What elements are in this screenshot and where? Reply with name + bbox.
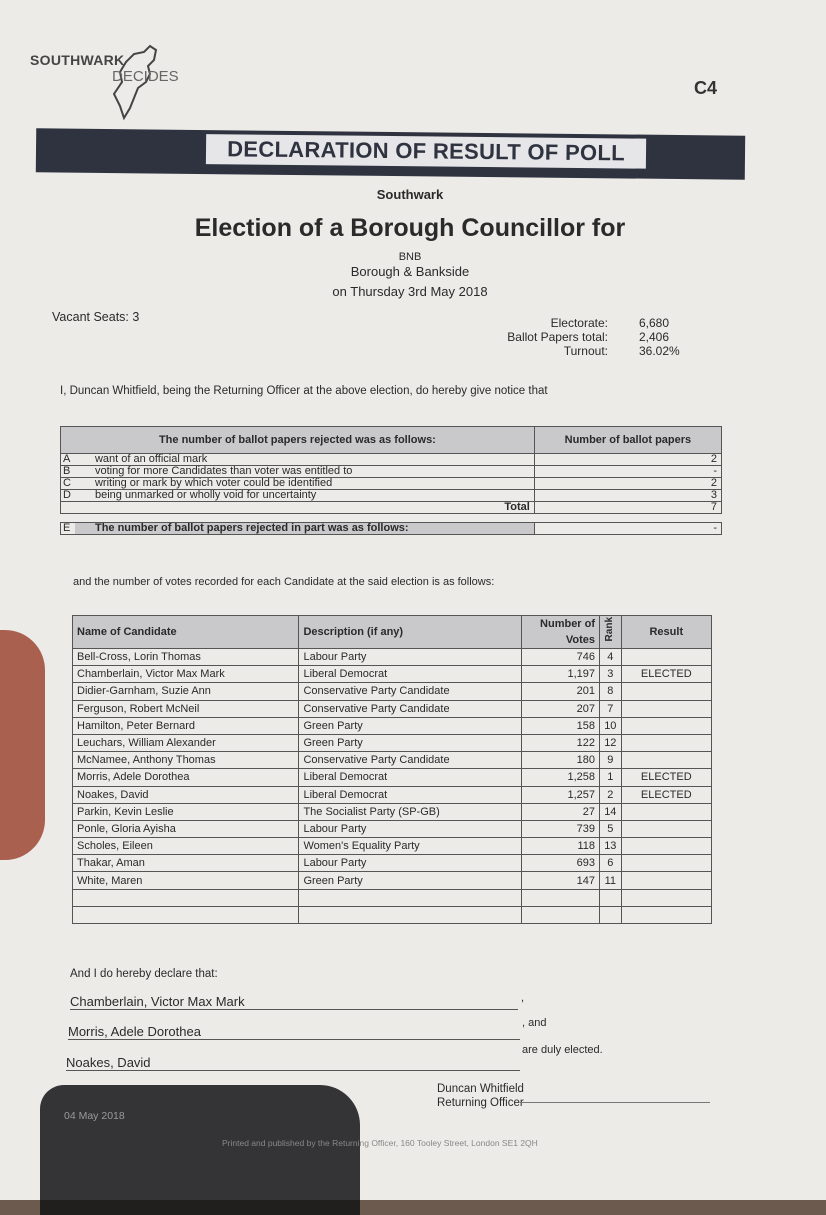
candidate-rank: 14 [600, 803, 622, 820]
table-row [73, 786, 712, 803]
vacant-seats: Vacant Seats: 3 [52, 310, 140, 324]
candidate-name: Scholes, Eileen [73, 838, 299, 855]
stat-row [496, 316, 729, 330]
ward-code: BNB [398, 251, 422, 263]
rejected-total-label: Total [61, 502, 535, 514]
candidate-description: Green Party [299, 717, 521, 734]
candidate-result [621, 717, 711, 734]
banner-title: DECLARATION OF RESULT OF POLL [206, 134, 646, 169]
candidate-name: Parkin, Kevin Leslie [73, 803, 299, 820]
candidate-description: Labour Party [299, 820, 521, 837]
title-banner [36, 128, 745, 179]
stat-row [496, 330, 729, 344]
candidate-result [621, 872, 711, 889]
candidate-description: Conservative Party Candidate [299, 683, 521, 700]
candidate-rank: 13 [600, 838, 622, 855]
election-date: on Thursday 3rd May 2018 [332, 284, 488, 299]
stat-label: Electorate: [550, 316, 608, 330]
candidate-name: Ponle, Gloria Ayisha [73, 820, 299, 837]
header-description: Description (if any) [299, 616, 521, 649]
empty-cell [521, 889, 599, 906]
table-row [61, 454, 722, 466]
signature-line [520, 1102, 710, 1103]
candidate-description: Conservative Party Candidate [299, 700, 521, 717]
rejected-header-row [61, 427, 722, 454]
header-result: Result [621, 616, 711, 649]
stat-value: 6,680 [639, 316, 670, 330]
ward-name: Borough & Bankside [350, 264, 470, 279]
rejected-reason: voting for more Candidates than voter was entitled to [75, 466, 534, 478]
table-row [73, 769, 712, 786]
header-rank: Rank [604, 617, 616, 642]
empty-cell [521, 906, 599, 923]
candidate-votes: 180 [521, 752, 599, 769]
candidate-votes: 207 [521, 700, 599, 717]
empty-row [73, 906, 712, 923]
empty-cell [621, 889, 711, 906]
officer-title: Returning Officer [437, 1097, 524, 1109]
candidate-description: Labour Party [299, 649, 521, 666]
empty-cell [600, 906, 622, 923]
rejected-letter: A [61, 454, 75, 466]
table-row [73, 734, 712, 751]
table-row [61, 478, 722, 490]
rejected-count: 3 [534, 490, 721, 502]
stat-label: Ballot Papers total: [507, 330, 608, 344]
table-row [73, 717, 712, 734]
candidate-description: Conservative Party Candidate [299, 752, 521, 769]
stat-label: Turnout: [563, 344, 608, 358]
candidate-name: McNamee, Anthony Thomas [73, 752, 299, 769]
empty-cell [299, 906, 521, 923]
elected-name-line: Morris, Adele Dorothea [68, 1024, 520, 1040]
rejected-part-label: The number of ballot papers rejected in part was as follows: [75, 523, 534, 535]
header-votes: Number of Votes [521, 616, 599, 649]
authority-name: Southwark [376, 187, 444, 202]
table-row [73, 752, 712, 769]
candidate-result [621, 683, 711, 700]
candidate-name: Didier-Garnham, Suzie Ann [73, 683, 299, 700]
rejected-total-value: 7 [534, 502, 721, 514]
candidates-table [72, 615, 712, 924]
rejected-part-count: - [534, 523, 721, 535]
rejected-total-row [61, 502, 722, 514]
candidate-description: Labour Party [299, 855, 521, 872]
candidate-rank: 5 [600, 820, 622, 837]
stat-value: 36.02% [639, 344, 680, 358]
candidate-result [621, 752, 711, 769]
rejected-ballots-table [60, 426, 722, 535]
candidate-name: White, Maren [73, 872, 299, 889]
candidates-header-row [73, 616, 712, 649]
table-row [73, 872, 712, 889]
candidate-description: Green Party [299, 734, 521, 751]
table-row [73, 838, 712, 855]
header-rank-cell [600, 616, 622, 649]
rejected-reason: want of an official mark [75, 454, 534, 466]
phone-shadow-overlay [40, 1085, 360, 1215]
candidate-name: Bell-Cross, Lorin Thomas [73, 649, 299, 666]
elected-suffix: , [521, 992, 525, 1004]
table-row [73, 666, 712, 683]
candidate-name: Chamberlain, Victor Max Mark [73, 666, 299, 683]
declaration-intro: And I do hereby declare that: [70, 968, 218, 980]
candidate-votes: 1,258 [521, 769, 599, 786]
table-row [73, 803, 712, 820]
empty-row [73, 889, 712, 906]
candidate-votes: 118 [521, 838, 599, 855]
table-row [73, 700, 712, 717]
candidate-rank: 2 [600, 786, 622, 803]
rejected-count: 2 [534, 478, 721, 490]
officer-name: Duncan Whitfield [437, 1083, 524, 1095]
candidate-rank: 12 [600, 734, 622, 751]
candidate-rank: 9 [600, 752, 622, 769]
logo-text-southwark: SOUTHWARK [30, 52, 125, 68]
candidate-name: Hamilton, Peter Bernard [73, 717, 299, 734]
candidate-result [621, 734, 711, 751]
votes-intro: and the number of votes recorded for each Candidate at the said election is as follows: [73, 576, 495, 588]
empty-cell [73, 906, 299, 923]
returning-officer-signature [437, 1082, 524, 1110]
candidate-votes: 27 [521, 803, 599, 820]
returning-officer-notice: I, Duncan Whitfield, being the Returning Officer at the above election, do hereby give notice that [60, 385, 548, 397]
candidate-rank: 7 [600, 700, 622, 717]
candidate-result: ELECTED [621, 786, 711, 803]
table-row [61, 466, 722, 478]
candidate-rank: 3 [600, 666, 622, 683]
publisher-footer: Printed and published by the Returning Officer, 160 Tooley Street, London SE1 2QH [222, 1138, 538, 1148]
candidate-result [621, 803, 711, 820]
elected-name-line: Chamberlain, Victor Max Mark [70, 994, 518, 1010]
table-row [73, 820, 712, 837]
rejected-letter: B [61, 466, 75, 478]
rejected-count: 2 [534, 454, 721, 466]
elected-suffix: , and [522, 1017, 547, 1029]
rejected-header-count: Number of ballot papers [534, 427, 721, 454]
rejected-reason: writing or mark by which voter could be identified [75, 478, 534, 490]
candidate-result [621, 820, 711, 837]
candidate-votes: 746 [521, 649, 599, 666]
candidate-result: ELECTED [621, 769, 711, 786]
empty-cell [73, 889, 299, 906]
candidate-votes: 122 [521, 734, 599, 751]
empty-cell [299, 889, 521, 906]
candidate-votes: 1,257 [521, 786, 599, 803]
candidate-description: Green Party [299, 872, 521, 889]
rejected-part-row [61, 523, 722, 535]
candidate-name: Morris, Adele Dorothea [73, 769, 299, 786]
poll-stats [496, 316, 729, 358]
table-row [61, 490, 722, 502]
candidate-description: Liberal Democrat [299, 666, 521, 683]
candidate-description: The Socialist Party (SP-GB) [299, 803, 521, 820]
candidate-description: Liberal Democrat [299, 786, 521, 803]
candidate-rank: 8 [600, 683, 622, 700]
candidates-body [73, 649, 712, 924]
rejected-letter: D [61, 490, 75, 502]
print-date: 04 May 2018 [64, 1110, 125, 1122]
rejected-part-letter: E [61, 523, 75, 535]
logo-text-decides: DECIDES [112, 68, 179, 85]
candidate-rank: 1 [600, 769, 622, 786]
candidate-name: Leuchars, William Alexander [73, 734, 299, 751]
form-code: C4 [694, 78, 718, 98]
table-row [73, 855, 712, 872]
candidate-votes: 201 [521, 683, 599, 700]
candidate-rank: 10 [600, 717, 622, 734]
candidate-description: Liberal Democrat [299, 769, 521, 786]
stat-row [496, 344, 729, 358]
table-row [73, 683, 712, 700]
candidate-votes: 739 [521, 820, 599, 837]
header-name: Name of Candidate [73, 616, 299, 649]
candidate-result [621, 838, 711, 855]
empty-cell [621, 906, 711, 923]
candidate-votes: 147 [521, 872, 599, 889]
rejected-count: - [534, 466, 721, 478]
rejected-header-reason: The number of ballot papers rejected was as follows: [61, 427, 535, 454]
election-title: Election of a Borough Councillor for [194, 214, 626, 242]
thumb-overlay [0, 630, 45, 860]
elected-suffix: are duly elected. [522, 1044, 603, 1056]
rejected-letter: C [61, 478, 75, 490]
elected-name-line: Noakes, David [66, 1055, 520, 1071]
candidate-rank: 11 [600, 872, 622, 889]
stat-value: 2,406 [639, 330, 670, 344]
candidate-name: Noakes, David [73, 786, 299, 803]
candidate-result [621, 700, 711, 717]
candidate-name: Ferguson, Robert McNeil [73, 700, 299, 717]
candidate-votes: 693 [521, 855, 599, 872]
empty-cell [600, 889, 622, 906]
candidate-name: Thakar, Aman [73, 855, 299, 872]
rejected-reason: being unmarked or wholly void for uncertainty [75, 490, 534, 502]
candidate-rank: 4 [600, 649, 622, 666]
candidate-votes: 1,197 [521, 666, 599, 683]
candidate-result [621, 855, 711, 872]
candidate-result [621, 649, 711, 666]
candidate-result: ELECTED [621, 666, 711, 683]
candidate-description: Women's Equality Party [299, 838, 521, 855]
candidate-votes: 158 [521, 717, 599, 734]
table-row [73, 649, 712, 666]
candidate-rank: 6 [600, 855, 622, 872]
